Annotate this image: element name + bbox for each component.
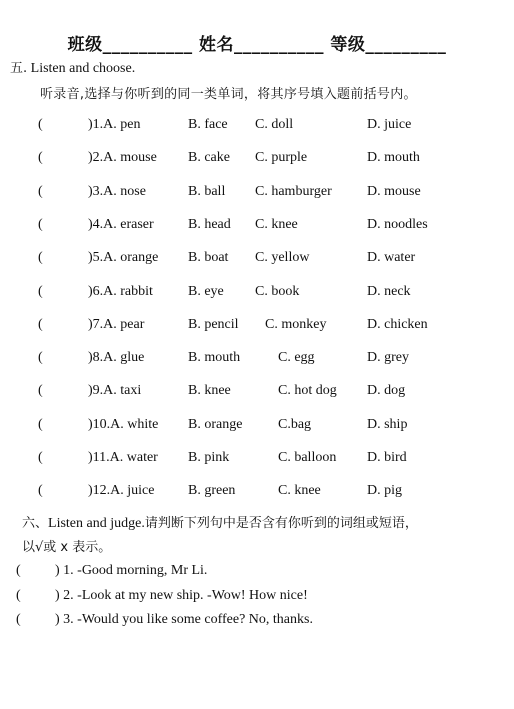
section-six-instruction: 以√或 x 表示。 [22, 540, 112, 555]
question-row [0, 150, 514, 170]
option-a: )10.A. white [88, 416, 159, 432]
option-b: B. eye [188, 283, 224, 299]
option-a: )1.A. pen [88, 117, 141, 132]
option-c: C. knee [255, 216, 298, 232]
question-row [0, 317, 514, 337]
question-row [0, 383, 514, 403]
class-label: 班级__________ [67, 35, 193, 55]
option-a: )3.A. nose [88, 183, 146, 199]
option-c: C. monkey [265, 316, 327, 332]
option-d: D. chicken [367, 316, 428, 332]
question-row [0, 350, 514, 370]
answer-paren: ( [38, 350, 43, 366]
question-row [0, 117, 514, 137]
option-a: )11.A. water [88, 450, 158, 465]
option-d: D. dog [367, 383, 406, 399]
option-c: C. book [255, 283, 300, 299]
option-d: D. juice [367, 117, 412, 132]
option-c: C. doll [255, 117, 294, 132]
judge-sentence: ) 2. -Look at my new ship. -Wow! How nice! [55, 587, 308, 603]
section-five-instruction: 听录音,选择与你听到的同一类单词，将其序号填入题前括号内。 [40, 87, 417, 102]
answer-paren: ( [38, 250, 43, 266]
judge-answer-paren: ( [16, 612, 21, 627]
grade-label: 等级_________ [330, 35, 447, 55]
option-d: D. neck [367, 283, 411, 299]
answer-paren: ( [38, 316, 43, 332]
option-d: D. mouth [367, 150, 420, 166]
section-five-number: 五. [10, 61, 28, 76]
answer-paren: ( [38, 416, 43, 432]
answer-paren: ( [38, 450, 43, 465]
option-c: C. yellow [255, 250, 310, 266]
answer-paren: ( [38, 117, 43, 132]
option-d: D. water [367, 250, 416, 266]
answer-paren: ( [38, 216, 43, 232]
name-label: 姓名__________ [199, 35, 324, 55]
section-five-title [10, 57, 135, 77]
option-b: B. cake [188, 150, 230, 166]
option-c: C. balloon [278, 450, 337, 465]
option-d: D. pig [367, 483, 402, 499]
option-c: C. hamburger [255, 183, 332, 199]
judge-sentence: ) 3. -Would you like some coffee? No, thanks. [55, 612, 313, 627]
option-b: B. face [188, 117, 228, 132]
option-b: B. ball [188, 183, 226, 199]
judge-answer-paren: ( [16, 563, 21, 578]
option-a: )9.A. taxi [88, 383, 142, 399]
section-six-title-cn: 请判断下列句中是否含有你听到的词组或短语， [144, 516, 418, 531]
section-six-number: 六、 [22, 516, 49, 531]
answer-paren: ( [38, 283, 43, 299]
section-six-title [22, 512, 418, 532]
answer-paren: ( [38, 183, 43, 199]
option-b: B. mouth [188, 350, 241, 366]
option-d: D. ship [367, 416, 408, 432]
question-row [0, 284, 514, 304]
option-d: D. noodles [367, 216, 428, 232]
question-row [0, 483, 514, 503]
option-b: B. boat [188, 250, 229, 266]
option-b: B. pencil [188, 316, 239, 332]
option-b: B. knee [188, 383, 231, 399]
option-a: )7.A. pear [88, 316, 145, 332]
option-c: C. purple [255, 150, 308, 166]
question-row [0, 250, 514, 270]
option-a: )5.A. orange [88, 250, 159, 266]
answer-paren: ( [38, 483, 43, 499]
option-b: B. pink [188, 450, 230, 465]
option-a: )8.A. glue [88, 350, 145, 366]
judge-answer-paren: ( [16, 587, 21, 603]
option-d: D. grey [367, 350, 409, 366]
option-c: C. egg [278, 350, 315, 366]
option-a: )2.A. mouse [88, 150, 157, 166]
option-b: B. green [188, 483, 236, 499]
option-c: C.bag [278, 416, 312, 432]
option-c: C. hot dog [278, 383, 337, 399]
option-b: B. orange [188, 416, 243, 432]
option-a: )12.A. juice [88, 483, 155, 499]
option-c: C. knee [278, 483, 321, 499]
option-a: )4.A. eraser [88, 216, 154, 232]
section-five-title-text: Listen and choose. [30, 61, 136, 76]
option-a: )6.A. rabbit [88, 283, 153, 299]
section-six-title-en: Listen and judge. [48, 516, 145, 531]
student-info-header [0, 30, 514, 55]
question-row [0, 217, 514, 237]
question-row [0, 417, 514, 437]
option-d: D. bird [367, 450, 407, 465]
option-b: B. head [188, 216, 231, 232]
answer-paren: ( [38, 383, 43, 399]
answer-paren: ( [38, 150, 43, 166]
judge-sentence: ) 1. -Good morning, Mr Li. [55, 563, 208, 578]
question-row [0, 184, 514, 204]
option-d: D. mouse [367, 183, 421, 199]
question-row [0, 450, 514, 470]
